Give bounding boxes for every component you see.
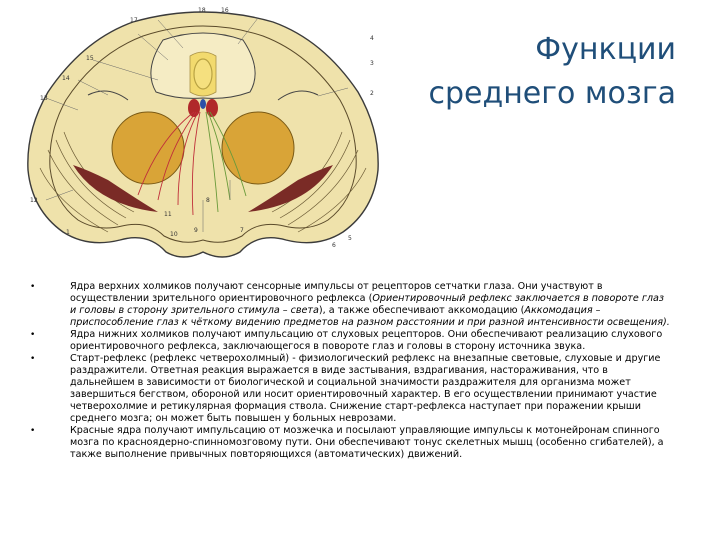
- midbrain-cross-section-figure: [18, 0, 388, 262]
- fig-num-18: 18: [198, 7, 206, 14]
- title-line-2: среднего мозга: [428, 76, 676, 111]
- bullet-item: • Ядра нижних холмиков получают импульсацию от слуховых рецепторов. Они обеспечивают реализацию слухового ориентировочного рефлекса, заключающегося в повороте глаз и головы в сторону источника звука.: [30, 329, 663, 352]
- fig-num-2: 2: [370, 90, 374, 97]
- fig-num-6: 6: [332, 242, 336, 249]
- bullet-item: • Ядра верхних холмиков получают сенсорные импульсы от рецепторов сетчатки глаза. Они участвуют в осуществлении зрительного ориентировочного рефлекса (Ориентировочный рефлекс заключается в повороте глаз и головы в сторону зрительного стимула – света), а также обеспечивают аккомодацию (Аккомодация – приспособление глаз к чёткому видению предметов на разном расстоянии и при разной интенсивности освещения).: [30, 281, 670, 328]
- fig-num-4: 4: [370, 35, 374, 42]
- fig-num-7: 7: [240, 227, 244, 234]
- fig-num-13: 13: [40, 95, 48, 102]
- fig-num-16: 16: [221, 7, 229, 14]
- fig-num-14: 14: [62, 75, 70, 82]
- periaqueductal-gray: [190, 52, 216, 96]
- red-nucleus-right: [222, 112, 294, 184]
- fig-num-8: 8: [206, 197, 210, 204]
- bullet-item: • Красные ядра получают импульсацию от мозжечка и посылают управляющие импульсы к мотонейронам спинного мозга по красноядерно-спинномозговому пути. Они обеспечивают тонус скелетных мышц (особенно сгибателей), а также выполнение привычных повторяющихся (автоматических) движений.: [30, 425, 664, 460]
- bullet-item: • Старт-рефлекс (рефлекс четверохолмный) - физиологический рефлекс на внезапные световые, слуховые и другие раздражители. Ответная реакция выражается в виде застывания, вздрагивания, настораживания, что в дальнейшем в зависимости от биологической и социальной значимости раздражителя для организма может завершиться бегством, обороной или носит ориентировочный характер. В его осуществлении принимают участие четверохолмие и ретикулярная формация ствола. Снижение старт-рефлекса наступает при поражении крыши среднего мозга; он может быть повышен у больных неврозами.: [30, 353, 661, 424]
- fig-num-11: 11: [164, 211, 172, 218]
- fig-num-12: 12: [30, 197, 38, 204]
- red-nucleus-left: [112, 112, 184, 184]
- fig-num-10: 10: [170, 231, 178, 238]
- bullet-marker: •: [30, 282, 36, 292]
- title-line-1: Функции: [535, 32, 676, 67]
- fig-num-3: 3: [370, 60, 374, 67]
- bullet-marker: •: [30, 330, 36, 340]
- fig-num-17: 17: [130, 17, 138, 24]
- page-title: [376, 28, 676, 116]
- fig-num-1: 1: [66, 229, 70, 236]
- bullet-list: [30, 281, 670, 461]
- fig-num-15: 15: [86, 55, 94, 62]
- bullet-marker: •: [30, 354, 36, 364]
- fig-num-5: 5: [348, 235, 352, 242]
- fig-num-9: 9: [194, 227, 198, 234]
- bullet-marker: •: [30, 426, 36, 436]
